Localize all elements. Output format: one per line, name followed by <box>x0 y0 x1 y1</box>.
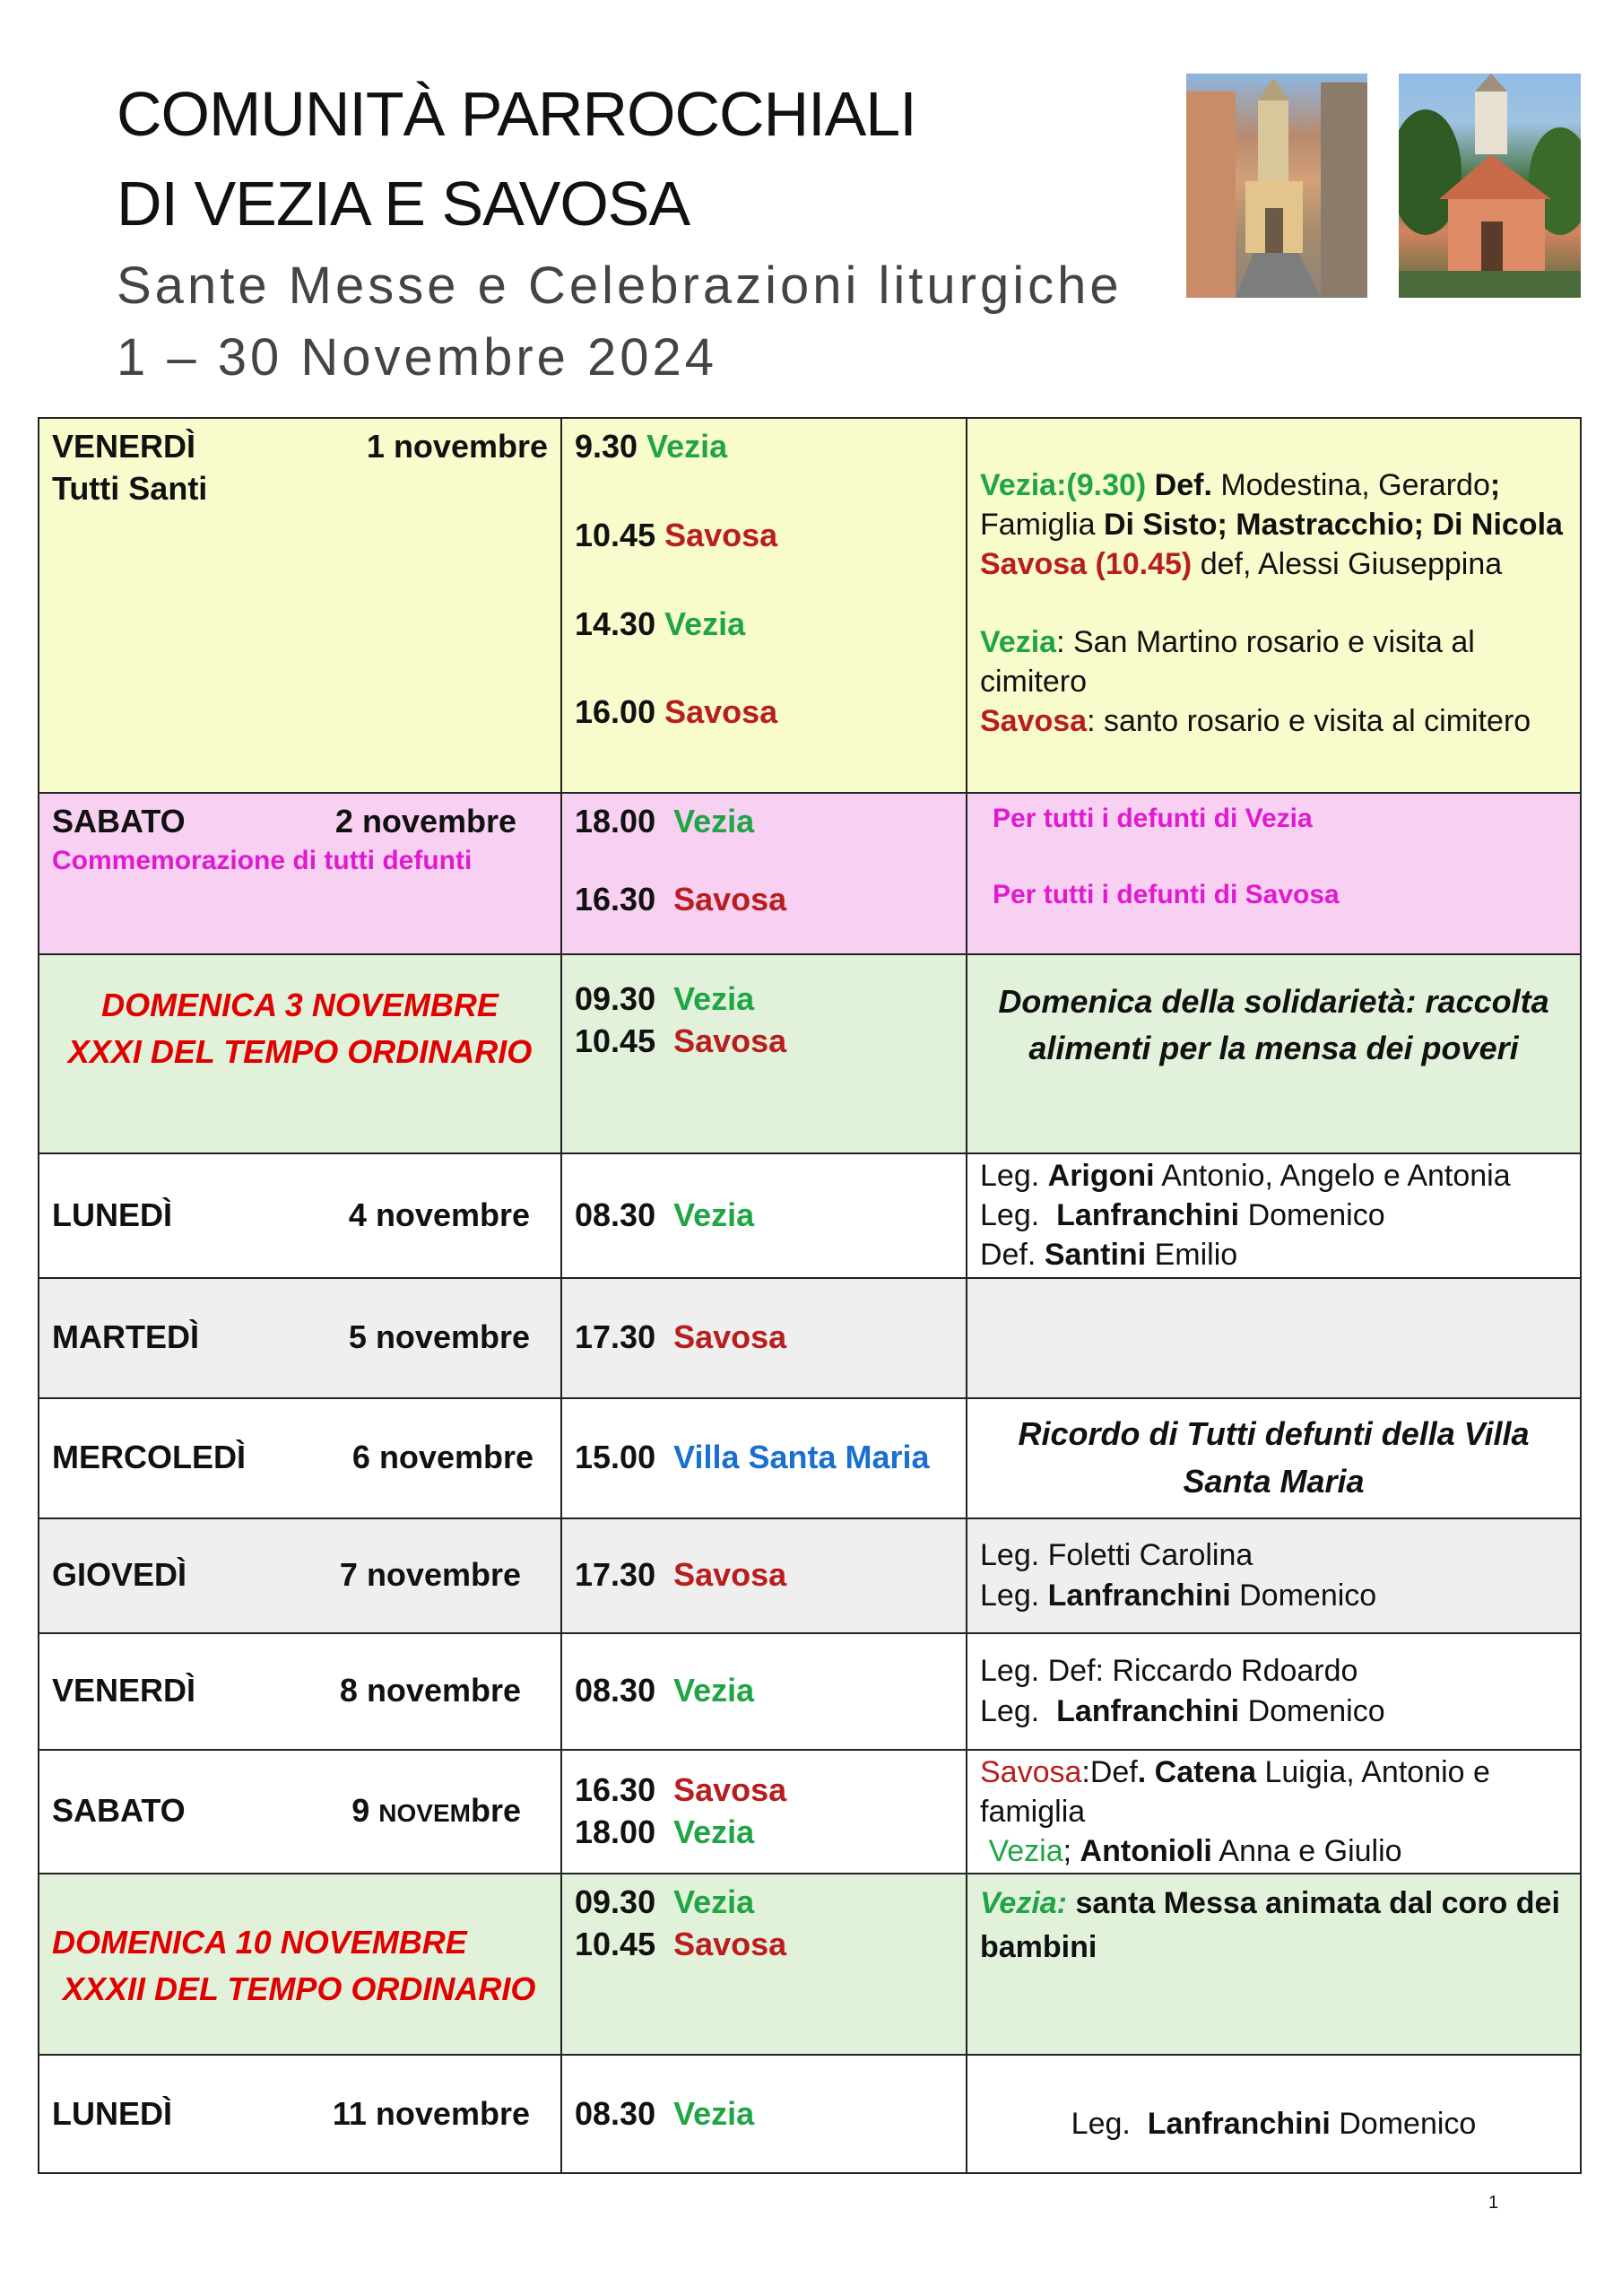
liturgical-week: XXXI DEL TEMPO ORDINARIO <box>67 1033 533 1071</box>
day-cell <box>39 954 561 1153</box>
note-line: Famiglia Di Sisto; Mastracchio; Di Nicola <box>980 508 1563 543</box>
table-row <box>39 1153 1581 1278</box>
mass-place: Savosa <box>673 1925 787 1962</box>
day-cell <box>39 1518 561 1633</box>
note-line: Leg. Arigoni Antonio, Angelo e Antonia <box>980 1159 1511 1193</box>
mass-time: 14.30 <box>575 604 656 642</box>
mass-place: Vezia <box>673 980 755 1017</box>
mass-place: Vezia <box>673 1196 755 1233</box>
mass-time: 08.30 <box>575 1672 656 1709</box>
mass-time: 18.00 <box>575 803 656 839</box>
note-line: Savosa (10.45) def, Alessi Giuseppina <box>980 547 1503 582</box>
mass-cell <box>561 1874 967 2055</box>
day-date: 4 novembre <box>348 1196 530 1233</box>
note-line: Leg. Lanfranchini Domenico <box>980 1693 1385 1728</box>
mass-place: Villa Santa Maria <box>673 1439 930 1476</box>
day-name: LUNEDÌ <box>52 1196 172 1233</box>
day-cell <box>39 1874 561 2055</box>
notes-cell <box>967 954 1581 1153</box>
day-cell <box>39 1398 561 1518</box>
day-cell <box>39 1750 561 1874</box>
day-cell <box>39 418 561 793</box>
sunday-date: DOMENICA 10 NOVEMBRE <box>52 1924 467 1961</box>
mass-place: Savosa <box>673 880 787 918</box>
day-name: LUNEDÌ <box>52 2094 172 2132</box>
note-line: Vezia; Antonioli Anna e Giulio <box>988 1833 1402 1868</box>
note-line: Ricordo di Tutti defunti della Villa Santa Maria <box>1018 1415 1530 1500</box>
mass-place: Savosa <box>673 1318 787 1356</box>
notes-cell <box>967 1153 1581 1278</box>
note-line: Def. Santini Emilio <box>980 1238 1238 1273</box>
mass-cell <box>561 2055 967 2173</box>
table-row <box>39 418 1581 793</box>
day-date: 8 novembre <box>339 1672 521 1709</box>
day-name: MARTEDÌ <box>52 1318 199 1356</box>
note-line: Vezia: santa Messa animata dal coro dei bambini <box>980 1886 1560 1965</box>
table-row <box>39 1278 1581 1398</box>
mass-time: 9.30 <box>575 428 638 465</box>
table-row <box>39 2055 1581 2173</box>
mass-time: 09.30 <box>575 1883 656 1921</box>
notes-cell <box>967 1518 1581 1633</box>
notes-cell <box>967 2055 1581 2173</box>
mass-place: Vezia <box>646 428 728 465</box>
mass-place: Savosa <box>673 1022 787 1059</box>
mass-time: 10.45 <box>575 516 656 553</box>
day-date: 1 novembre <box>366 428 548 465</box>
notes-cell <box>967 1633 1581 1750</box>
table-row <box>39 1750 1581 1874</box>
notes-cell <box>967 418 1581 793</box>
notes-cell <box>967 1278 1581 1398</box>
mass-place: Vezia <box>673 1883 755 1921</box>
feast-name: Tutti Santi <box>52 469 208 507</box>
mass-cell <box>561 793 967 954</box>
mass-cell <box>561 954 967 1153</box>
note-line: Leg. Lanfranchini Domenico <box>980 1198 1385 1233</box>
table-row <box>39 793 1581 954</box>
day-name: SABATO <box>52 1792 186 1830</box>
mass-time: 15.00 <box>575 1439 656 1476</box>
mass-place: Vezia <box>673 803 755 839</box>
day-date: 6 novembre <box>351 1439 533 1476</box>
day-name: VENERDÌ <box>52 1672 196 1709</box>
feast-name: Commemorazione di tutti defunti <box>52 845 473 875</box>
day-date: 2 novembre <box>334 803 516 839</box>
day-cell <box>39 1153 561 1278</box>
mass-place: Savosa <box>673 1771 787 1809</box>
mass-place: Vezia <box>664 604 746 642</box>
mass-cell <box>561 1153 967 1278</box>
note-line: Leg. Lanfranchini Domenico <box>980 1578 1377 1613</box>
mass-time: 17.30 <box>575 1556 656 1594</box>
mass-time: 09.30 <box>575 980 656 1017</box>
mass-time: 16.30 <box>575 1771 656 1809</box>
mass-cell <box>561 1633 967 1750</box>
mass-place: Savosa <box>673 1556 787 1594</box>
day-cell <box>39 2055 561 2173</box>
note-line: Leg. Lanfranchini Domenico <box>1071 2107 1477 2142</box>
chapel-photo <box>1399 74 1581 298</box>
day-cell <box>39 1278 561 1398</box>
day-name: VENERDÌ <box>52 428 196 465</box>
page-subtitle-line2: 1 – 30 Novembre 2024 <box>117 328 718 387</box>
note-line: Vezia:(9.30) Def. Modestina, Gerardo; <box>980 468 1501 502</box>
church-street-photo <box>1186 74 1367 298</box>
table-row <box>39 954 1581 1153</box>
note-line: Savosa:Def. Catena Luigia, Antonio e famiglia <box>980 1754 1490 1829</box>
mass-time: 10.45 <box>575 1925 656 1962</box>
mass-cell <box>561 1278 967 1398</box>
day-date: 11 novembre <box>332 2094 530 2132</box>
mass-time: 17.30 <box>575 1318 656 1356</box>
mass-cell <box>561 1398 967 1518</box>
mass-time: 08.30 <box>575 1196 656 1233</box>
notes-cell <box>967 793 1581 954</box>
notes-cell <box>967 1874 1581 2055</box>
day-name: MERCOLEDÌ <box>52 1439 246 1476</box>
table-row <box>39 1874 1581 2055</box>
note-line: Per tutti i defunti di Savosa <box>993 880 1340 909</box>
mass-time: 18.00 <box>575 1813 656 1850</box>
mass-place: Vezia <box>673 1813 755 1850</box>
mass-place: Savosa <box>664 693 778 731</box>
day-cell <box>39 1633 561 1750</box>
table-row <box>39 1518 1581 1633</box>
day-date: 5 novembre <box>348 1318 530 1356</box>
note-line: Savosa: santo rosario e visita al cimitero <box>980 703 1531 738</box>
mass-place: Vezia <box>673 1672 755 1709</box>
mass-cell <box>561 1518 967 1633</box>
page-title-line1: COMUNITÀ PARROCCHIALI <box>117 79 916 149</box>
table-row <box>39 1398 1581 1518</box>
note-line: Leg. Def: Riccardo Rdoardo <box>980 1654 1358 1689</box>
day-date: 9 NOVEMbre <box>351 1792 521 1830</box>
mass-place: Savosa <box>664 516 778 553</box>
note-line: Leg. Foletti Carolina <box>980 1538 1253 1573</box>
day-name: GIOVEDÌ <box>52 1556 187 1594</box>
note-line: Domenica della solidarietà: raccolta alimenti per la mensa dei poveri <box>998 983 1549 1067</box>
day-cell <box>39 793 561 954</box>
mass-time: 10.45 <box>575 1022 656 1059</box>
page-subtitle-line1: Sante Messe e Celebrazioni liturgiche <box>117 257 1123 315</box>
notes-cell <box>967 1750 1581 1874</box>
mass-time: 16.00 <box>575 693 656 731</box>
page-number: 1 <box>1488 2193 1499 2213</box>
liturgical-week: XXXII DEL TEMPO ORDINARIO <box>63 1970 536 2008</box>
mass-place: Vezia <box>673 2094 755 2132</box>
notes-cell <box>967 1398 1581 1518</box>
page-title-line2: DI VEZIA E SAVOSA <box>117 169 690 239</box>
sunday-date: DOMENICA 3 NOVEMBRE <box>101 987 499 1023</box>
note-line: Vezia: San Martino rosario e visita al cimitero <box>980 624 1475 699</box>
day-date: 7 novembre <box>339 1556 521 1594</box>
mass-time: 16.30 <box>575 880 656 918</box>
day-name: SABATO <box>52 803 186 839</box>
schedule-table <box>38 417 1582 2174</box>
note-line: Per tutti i defunti di Vezia <box>993 804 1313 833</box>
table-row <box>39 1633 1581 1750</box>
mass-cell <box>561 1750 967 1874</box>
mass-cell <box>561 418 967 793</box>
mass-time: 08.30 <box>575 2094 656 2132</box>
